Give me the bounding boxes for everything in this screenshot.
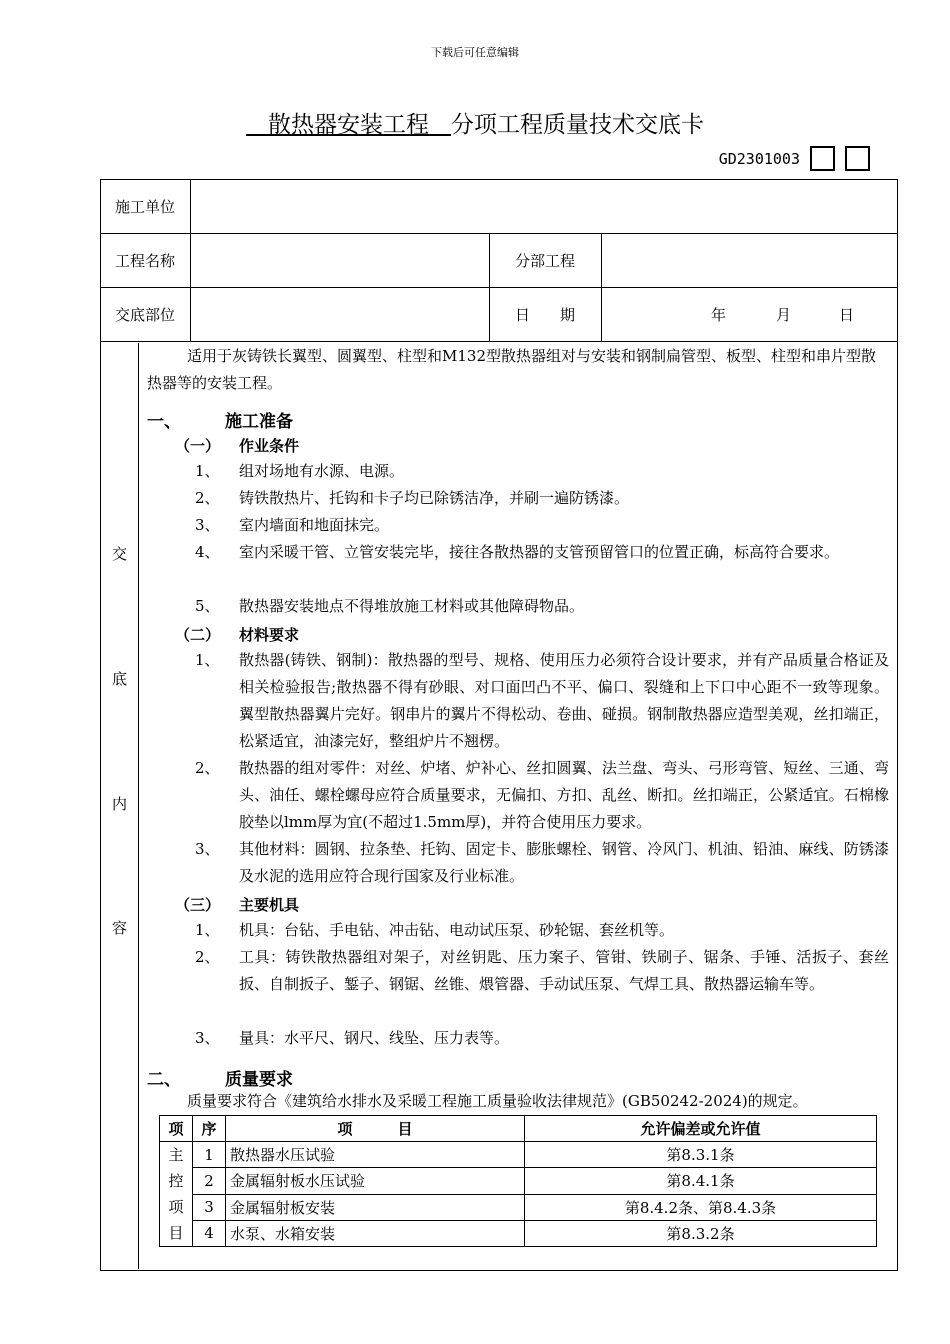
project-label: 工程名称 <box>115 252 176 270</box>
header-note: 下载后可任意编辑 <box>431 46 519 59</box>
row-value: 第8.4.2条、第8.4.3条 <box>525 1194 877 1220</box>
table-header: 允许偏差或允许值 <box>525 1116 877 1142</box>
subproject-label: 分部工程 <box>515 252 576 270</box>
table-header: 项 <box>160 1116 193 1142</box>
checkbox-2[interactable] <box>845 146 870 171</box>
row-value: 第8.3.2条 <box>525 1220 877 1246</box>
row-no: 4 <box>193 1220 226 1246</box>
part-field[interactable] <box>191 288 488 341</box>
side-char: 交 <box>111 545 127 563</box>
date-year: 年 <box>711 306 727 324</box>
row-part <box>101 288 897 342</box>
subsection-heading: （二） 材料要求 <box>175 626 300 644</box>
date-label: 日 期 <box>515 306 576 324</box>
side-label <box>101 343 139 1269</box>
table-row <box>160 1168 877 1194</box>
list-item: 3、 其他材料：圆钢、拉条垫、托钩、固定卡、膨胀螺栓、钢管、冷风门、机油、铅油、麻线、防锈漆及水泥的选用应符合现行国家及行业标准。 <box>195 840 889 885</box>
title-rest: 分项工程质量技术交底卡 <box>450 112 704 138</box>
side-char: 内 <box>111 795 127 813</box>
list-item: 2、 工具：铸铁散热器组对架子，对丝钥匙、压力案子、管钳、铁刷子、锯条、手锤、活扳子、套丝扳、自制扳子、錾子、钢锯、丝锥、煨管器、手动试压泵、气焊工具、散热器运输车等。 <box>195 948 889 993</box>
table-row <box>160 1194 877 1220</box>
subsection-heading: （一） 作业条件 <box>175 437 300 455</box>
list-item: 4、 室内采暖干管、立管安装完毕，接往各散热器的支管预留管口的位置正确，标高符合要求。 <box>195 543 840 561</box>
side-char: 容 <box>111 919 127 937</box>
row-no: 2 <box>193 1168 226 1194</box>
table-header-row <box>160 1116 877 1142</box>
table-header: 项 目 <box>226 1116 525 1142</box>
unit-label: 施工单位 <box>115 198 176 216</box>
date-month: 月 <box>776 306 792 324</box>
list-item: 1、 机具：台钻、手电钻、冲击钻、电动试压泵、砂轮锯、套丝机等。 <box>195 921 675 939</box>
group-label: 主 控 项 目 <box>160 1142 193 1247</box>
row-no: 1 <box>193 1142 226 1168</box>
row-value: 第8.4.1条 <box>525 1168 877 1194</box>
part-label: 交底部位 <box>115 306 176 324</box>
table-row <box>160 1220 877 1246</box>
row-item: 散热器水压试验 <box>226 1142 525 1168</box>
row-unit <box>101 180 897 234</box>
row-item: 金属辐射板水压试验 <box>226 1168 525 1194</box>
unit-field[interactable] <box>191 180 896 233</box>
doc-code-area <box>719 146 870 171</box>
list-item: 1、 组对场地有水源、电源。 <box>195 462 405 480</box>
list-item: 1、 散热器(铸铁、钢制)：散热器的型号、规格、使用压力必须符合设计要求，并有产品质量合格证及相关检验报告;散热器不得有砂眼、对口面凹凸不平、偏口、裂缝和上下口中心距不一致等现象。翼型散热器翼片完好。钢串片的翼片不得松动、卷曲、碰损。钢制散热器应造型美观，丝扣端正，松紧适宜，油漆完好，整组炉片不翘楞。 <box>195 651 889 750</box>
intro-text: 适用于灰铸铁长翼型、圆翼型、柱型和M132型散热器组对与安装和钢制扁管型、板型、柱型和串片型散热器等的安装工程。 <box>147 347 876 392</box>
section-heading: 一、 施工准备 <box>147 412 293 432</box>
project-field[interactable] <box>191 234 488 287</box>
list-item: 2、 铸铁散热片、托钩和卡子均已除锈洁净，并刷一遍防锈漆。 <box>195 489 630 507</box>
subsection-heading: （三） 主要机具 <box>175 896 300 914</box>
row-value: 第8.3.1条 <box>525 1142 877 1168</box>
checkbox-1[interactable] <box>810 146 835 171</box>
row-item: 水泵、水箱安装 <box>226 1220 525 1246</box>
list-item: 3、 量具：水平尺、钢尺、线坠、压力表等。 <box>195 1029 510 1047</box>
title-underlined: 散热器安装工程 <box>268 112 429 138</box>
side-char: 底 <box>111 670 127 688</box>
row-project <box>101 234 897 288</box>
list-item: 5、 散热器安装地点不得堆放施工材料或其他障碍物品。 <box>195 597 585 615</box>
row-item: 金属辐射板安装 <box>226 1194 525 1220</box>
subproject-field[interactable] <box>602 234 896 287</box>
row-no: 3 <box>193 1194 226 1220</box>
form-table <box>100 179 898 1271</box>
list-item: 2、 散热器的组对零件：对丝、炉堵、炉补心、丝扣圆翼、法兰盘、弯头、弓形弯管、短丝、三通、弯头、油任、螺栓螺母应符合质量要求，无偏扣、方扣、乱丝、断扣。丝扣端正，公紧适宜。石棉橡胶垫以lmm厚为宜(不超过1.5mm厚)，并符合使用压力要求。 <box>195 759 889 831</box>
section-heading: 二、 质量要求 <box>147 1070 293 1090</box>
quality-intro: 质量要求符合《建筑给水排水及采暖工程施工质量验收法律规范》(GB50242-2024)的规定。 <box>187 1092 808 1110</box>
table-row <box>160 1142 877 1168</box>
date-day: 日 <box>839 306 855 324</box>
page-title <box>0 106 950 139</box>
list-item: 3、 室内墙面和地面抹完。 <box>195 516 390 534</box>
doc-code: GD2301003 <box>718 149 800 168</box>
table-header: 序 <box>193 1116 226 1142</box>
quality-table <box>159 1115 877 1247</box>
